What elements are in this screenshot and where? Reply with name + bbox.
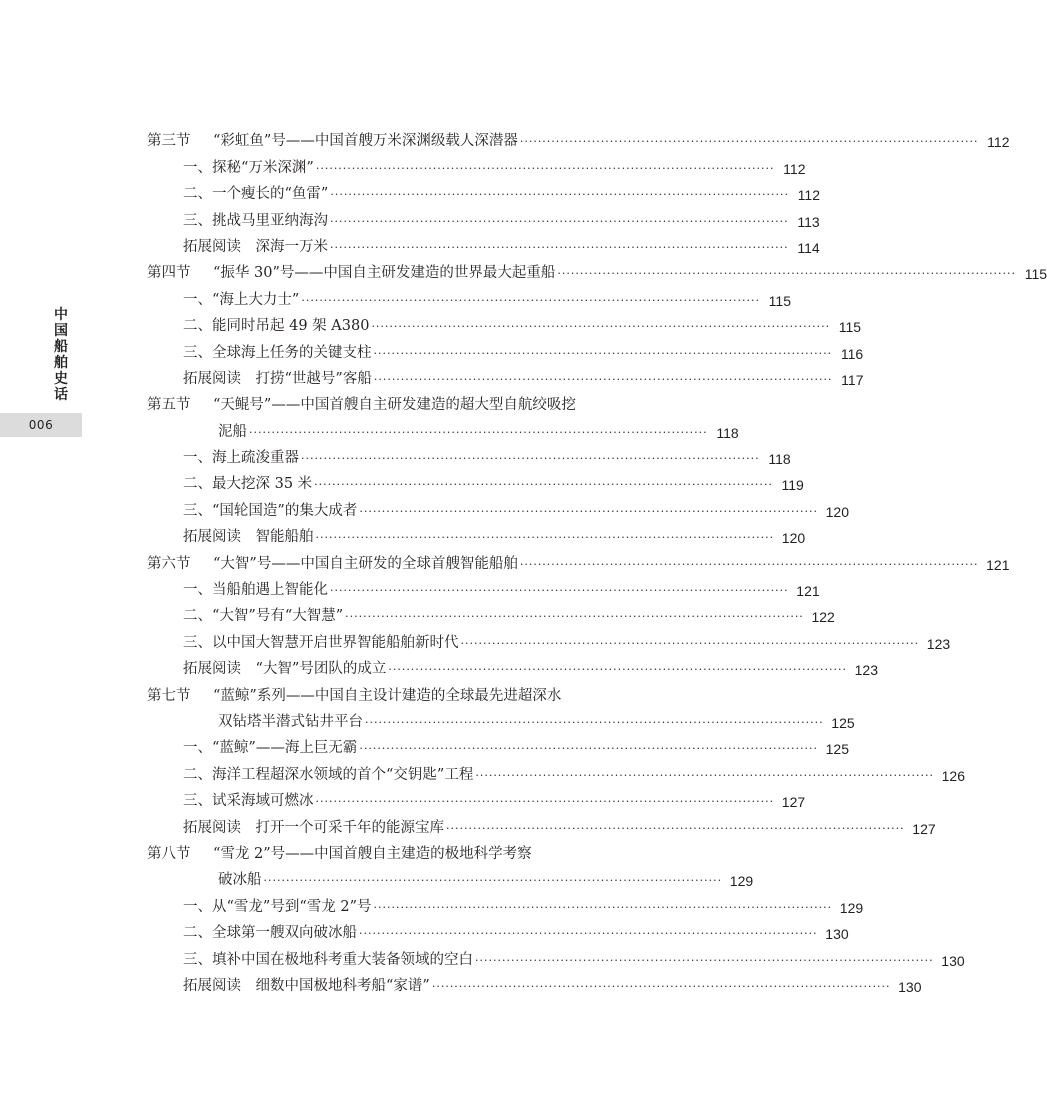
- toc-entry-title: 二、全球第一艘双向破冰船: [183, 925, 357, 942]
- toc-subentry[interactable]: [147, 942, 965, 969]
- dot-leader: [301, 294, 760, 309]
- dot-leader: [432, 980, 891, 995]
- toc-entry-title: 三、挑战马里亚纳海沟: [183, 212, 328, 229]
- toc-page-number: 112: [783, 160, 806, 177]
- toc-entry-text: [183, 657, 386, 678]
- toc-subentry[interactable]: [147, 150, 806, 177]
- toc-page-number: 112: [987, 134, 1010, 151]
- toc-page-number: 126: [941, 767, 965, 784]
- toc-entry-text: [183, 209, 328, 230]
- toc-section-entry[interactable]: [147, 837, 687, 863]
- toc-entry-text: [183, 156, 314, 177]
- toc-subentry[interactable]: [147, 362, 864, 388]
- toc-section-entry[interactable]: [147, 414, 739, 441]
- toc-entry-title: 一、“蓝鲸”——海上巨无霸: [183, 740, 358, 757]
- toc-subentry[interactable]: [147, 203, 820, 230]
- toc-entry-text: [147, 129, 518, 150]
- toc-subentry[interactable]: [147, 573, 820, 600]
- table-of-contents: [147, 124, 1047, 995]
- toc-section-number: 第八节: [147, 845, 191, 862]
- toc-section-number: 第六节: [147, 555, 191, 572]
- toc-section-number: 第五节: [147, 397, 191, 414]
- toc-entry-text: [183, 314, 369, 335]
- dot-leader: [314, 478, 773, 493]
- toc-page-number: 118: [768, 451, 791, 468]
- dot-leader: [330, 584, 789, 599]
- toc-section-entry[interactable]: [147, 388, 687, 414]
- toc-entry-text: [218, 868, 262, 889]
- dot-leader: [330, 241, 789, 256]
- toc-entry-text: [183, 288, 299, 309]
- toc-entry-title: 二、海洋工程超深水领域的首个“交钥匙”工程: [183, 766, 474, 783]
- dot-leader: [371, 320, 830, 335]
- toc-page-number: 127: [781, 794, 806, 811]
- dot-leader: [359, 927, 818, 942]
- toc-subentry[interactable]: [147, 177, 820, 204]
- toc-page-number: 120: [825, 503, 849, 520]
- toc-entry-title: 一、探秘“万米深渊”: [183, 159, 314, 176]
- toc-page-number: 130: [825, 926, 849, 943]
- dot-leader: [345, 610, 804, 625]
- dot-leader: [330, 215, 789, 230]
- toc-subentry[interactable]: [147, 625, 951, 652]
- toc-subentry[interactable]: [147, 493, 849, 520]
- toc-subentry[interactable]: [147, 784, 806, 811]
- running-head-book-title: 中国 船舶 史话: [54, 307, 68, 403]
- page-number: 006: [28, 418, 54, 432]
- dot-leader: [316, 531, 775, 546]
- toc-entry-text: [183, 235, 328, 256]
- toc-entry-text: [183, 895, 372, 916]
- toc-entry-text: [183, 763, 473, 784]
- toc-entry-title: 三、试采海域可燃冰: [183, 793, 314, 810]
- toc-entry-text: [183, 472, 312, 493]
- toc-section-entry[interactable]: [147, 678, 687, 704]
- dot-leader: [520, 558, 979, 573]
- toc-entry-text: [183, 341, 372, 362]
- toc-entry-title: 泥船: [218, 423, 247, 440]
- toc-entry-title: 三、以中国大智慧开启世界智能船舶新时代: [183, 634, 459, 651]
- toc-page-number: 115: [838, 319, 862, 336]
- toc-entry-text: [147, 842, 532, 863]
- toc-entry-text: [183, 736, 357, 757]
- toc-subentry[interactable]: [147, 599, 835, 626]
- dot-leader: [475, 954, 934, 969]
- toc-subentry[interactable]: [147, 335, 864, 362]
- toc-entry-title: 一、当船舶遇上智能化: [183, 582, 328, 599]
- toc-section-number: 第七节: [147, 687, 191, 704]
- toc-page-number: 122: [811, 609, 835, 626]
- toc-subentry[interactable]: [147, 757, 965, 784]
- toc-entry-title: 拓展阅读 打开一个可采千年的能源宝库: [183, 819, 444, 836]
- dot-leader: [557, 267, 1016, 282]
- page-number-tab: [0, 413, 82, 437]
- toc-subentry[interactable]: [147, 309, 862, 336]
- toc-entry-title: 破冰船: [218, 872, 262, 889]
- toc-entry-text: [183, 578, 328, 599]
- toc-entry-text: [183, 921, 357, 942]
- toc-entry-title: “大智”号——中国自主研发的全球首艘智能船舶: [213, 555, 518, 572]
- toc-page-number: 125: [831, 714, 855, 731]
- toc-page-number: 127: [912, 820, 936, 837]
- toc-subentry[interactable]: [147, 441, 791, 468]
- toc-entry-text: [147, 684, 561, 705]
- toc-entry-text: [147, 261, 555, 282]
- toc-page-number: 118: [716, 424, 739, 441]
- dot-leader: [461, 637, 920, 652]
- toc-page-number: 120: [781, 530, 806, 547]
- toc-entry-title: 三、“国轮国造”的集大成者: [183, 502, 358, 519]
- toc-page-number: 112: [797, 187, 820, 204]
- toc-entry-text: [147, 552, 518, 573]
- toc-page-number: 129: [729, 873, 754, 890]
- toc-entry-text: [147, 393, 576, 414]
- toc-section-number: 第四节: [147, 265, 191, 282]
- dot-leader: [301, 452, 760, 467]
- toc-page-number: 123: [926, 635, 951, 652]
- toc-entry-text: [183, 789, 314, 810]
- toc-section-entry[interactable]: [147, 256, 1047, 283]
- dot-leader: [374, 901, 833, 916]
- dot-leader: [446, 822, 905, 837]
- toc-section-entry[interactable]: [147, 863, 754, 890]
- toc-subentry[interactable]: [147, 969, 922, 995]
- toc-entry-title: “雪龙 2”号——中国首艘自主建造的极地科学考察: [213, 845, 532, 862]
- toc-entry-text: [183, 525, 314, 546]
- toc-entry-text: [183, 948, 473, 969]
- toc-entry-title: 一、海上疏浚重器: [183, 450, 299, 467]
- toc-subentry[interactable]: [147, 467, 804, 494]
- dot-leader: [365, 716, 824, 731]
- dot-leader: [520, 135, 979, 150]
- toc-entry-text: [218, 420, 247, 441]
- toc-page-number: 130: [898, 978, 922, 995]
- toc-entry-title: 一、从“雪龙”号到“雪龙 2”号: [183, 898, 372, 915]
- toc-entry-text: [183, 816, 444, 837]
- toc-entry-text: [183, 631, 459, 652]
- toc-entry-title: 一、“海上大力士”: [183, 291, 300, 308]
- toc-section-entry[interactable]: [147, 546, 1010, 573]
- toc-subentry[interactable]: [147, 916, 849, 943]
- toc-page-number: 123: [854, 662, 878, 679]
- toc-entry-title: 二、能同时吊起 49 架 A380: [183, 318, 370, 335]
- toc-subentry[interactable]: [147, 810, 936, 837]
- toc-entry-text: [183, 499, 357, 520]
- toc-entry-title: 三、填补中国在极地科考重大装备领域的空白: [183, 951, 473, 968]
- toc-page-number: 116: [840, 345, 864, 362]
- toc-page-number: 130: [941, 952, 965, 969]
- toc-subentry[interactable]: [147, 520, 806, 547]
- toc-entry-title: 二、最大挖深 35 米: [183, 476, 313, 493]
- toc-subentry[interactable]: [147, 889, 864, 916]
- toc-entry-text: [183, 182, 328, 203]
- toc-page-number: 113: [797, 213, 820, 230]
- toc-entry-text: [183, 604, 343, 625]
- toc-page-number: 121: [986, 556, 1010, 573]
- toc-page-number: 115: [768, 292, 791, 309]
- toc-entry-text: [183, 367, 372, 388]
- toc-entry-text: [218, 710, 363, 731]
- toc-section-number: 第三节: [147, 133, 191, 150]
- dot-leader: [330, 188, 789, 203]
- dot-leader: [264, 874, 723, 889]
- toc-page-number: 125: [825, 741, 849, 758]
- toc-entry-text: [183, 446, 299, 467]
- toc-entry-title: 三、全球海上任务的关键支柱: [183, 344, 372, 361]
- dot-leader: [359, 505, 818, 520]
- toc-entry-title: 拓展阅读 细数中国极地科考船“家谱”: [183, 977, 430, 994]
- toc-section-entry[interactable]: [147, 705, 855, 731]
- toc-subentry[interactable]: [147, 731, 849, 758]
- toc-subentry[interactable]: [147, 282, 791, 309]
- toc-entry-title: 双钻塔半潜式钻井平台: [218, 713, 363, 730]
- dot-leader: [249, 426, 708, 441]
- toc-entry-title: “天鲲号”——中国首艘自主研发建造的超大型自航绞吸挖: [213, 397, 576, 414]
- toc-entry-title: “彩虹鱼”号——中国首艘万米深渊级载人深潜器: [213, 133, 518, 150]
- dot-leader: [475, 769, 934, 784]
- toc-subentry[interactable]: [147, 230, 820, 256]
- dot-leader: [359, 742, 818, 757]
- dot-leader: [388, 663, 847, 678]
- dot-leader: [316, 162, 775, 177]
- toc-page-number: 117: [841, 371, 864, 388]
- dot-leader: [316, 795, 775, 810]
- toc-entry-text: [183, 974, 430, 995]
- toc-entry-title: 二、“大智”号有“大智慧”: [183, 608, 344, 625]
- toc-entry-title: “振华 30”号——中国自主研发建造的世界最大起重船: [213, 265, 556, 282]
- toc-page-number: 115: [1024, 266, 1047, 283]
- toc-entry-title: 拓展阅读 深海一万米: [183, 238, 328, 255]
- toc-page-number: 129: [839, 899, 864, 916]
- toc-entry-title: 二、一个瘦长的“鱼雷”: [183, 186, 329, 203]
- toc-page-number: 119: [781, 477, 804, 494]
- toc-section-entry[interactable]: [147, 124, 1010, 151]
- toc-entry-title: 拓展阅读 “大智”号团队的成立: [183, 661, 387, 678]
- toc-entry-title: 拓展阅读 打捞“世越号”客船: [183, 370, 372, 387]
- toc-entry-title: 拓展阅读 智能船舶: [183, 529, 314, 546]
- dot-leader: [374, 347, 833, 362]
- dot-leader: [374, 373, 833, 388]
- toc-entry-title: “蓝鲸”系列——中国自主设计建造的全球最先进超深水: [213, 687, 562, 704]
- toc-page-number: 114: [797, 239, 820, 256]
- toc-page-number: 121: [796, 583, 820, 600]
- toc-subentry[interactable]: [147, 652, 878, 679]
